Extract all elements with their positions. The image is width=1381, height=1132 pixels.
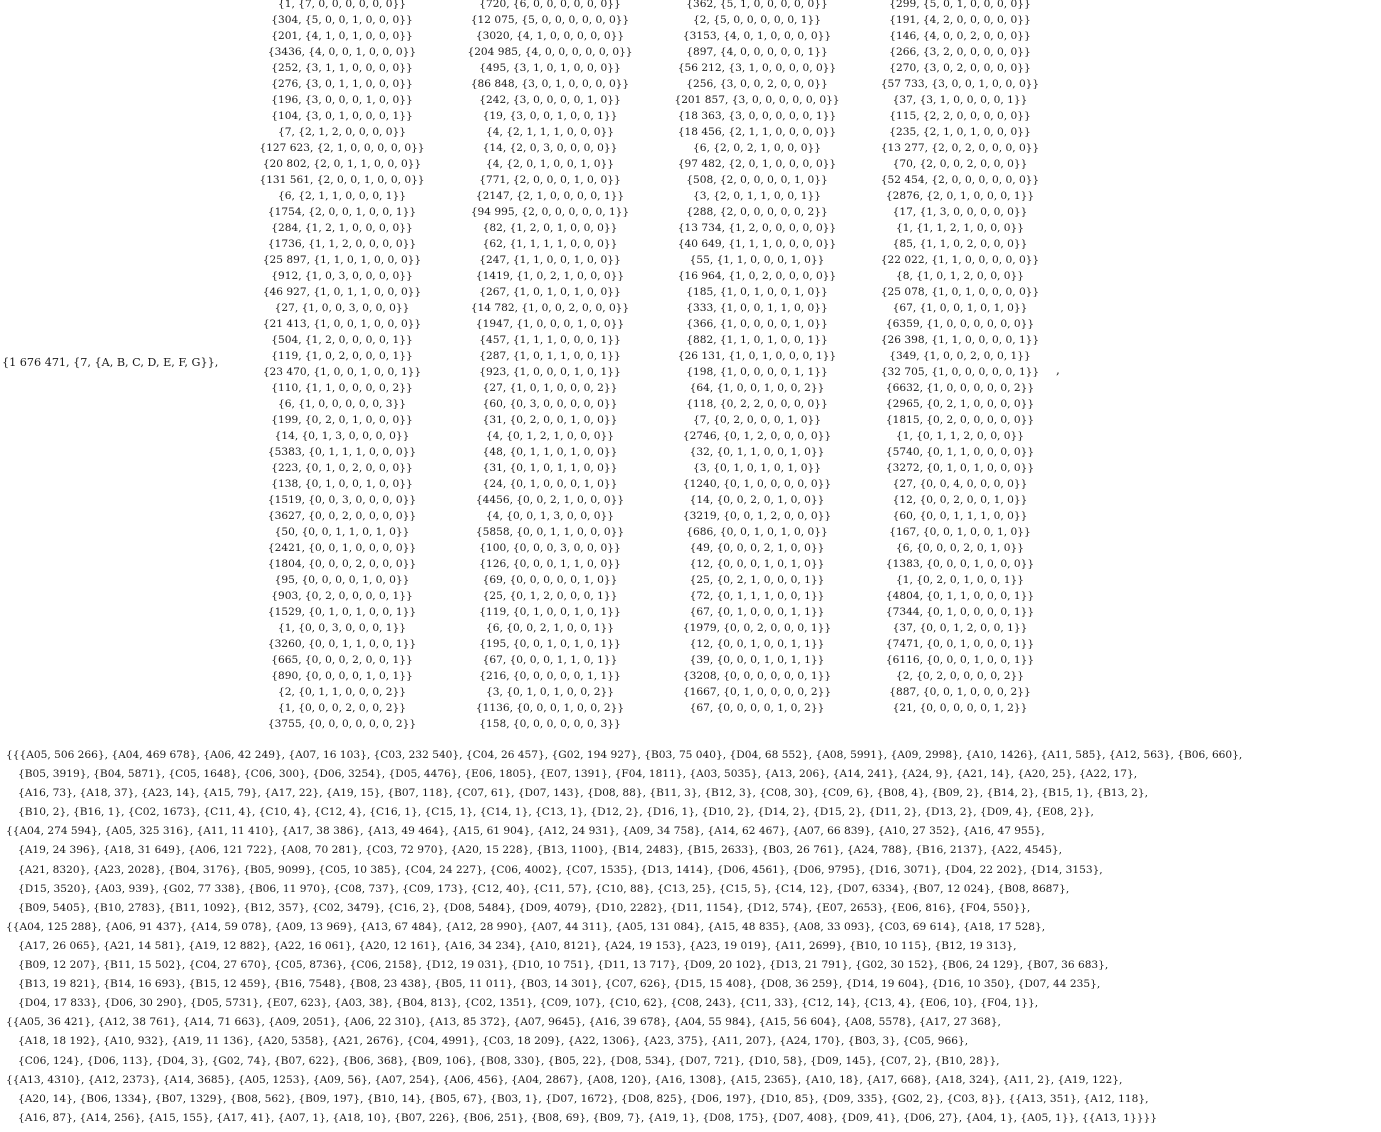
table-cell: {349, {1, 0, 0, 2, 0, 0, 1}} (889, 350, 1031, 362)
table-cell: {191, {4, 2, 0, 0, 0, 0, 0}} (889, 14, 1031, 26)
table-cell: {3627, {0, 0, 2, 0, 0, 0, 0}} (267, 510, 417, 522)
table-cell: {276, {3, 0, 1, 1, 0, 0, 0}} (271, 78, 413, 90)
output-line: {D15, 3520}, {A03, 939}, {G02, 77 338}, {B06, 11 970}, {C08, 737}, {C09, 173}, {C12, 40}, {C11, 57}, {C10, 88}, {C13, 25}, {C15, 5}, {C14, 12}, {D07, 6334}, {B07, 12 024}, {B08, 8687}, (18, 882, 1070, 895)
table-cell: {67, {0, 0, 0, 1, 1, 0, 1}} (482, 654, 618, 666)
table-cell: {2, {5, 0, 0, 0, 0, 0, 1}} (692, 14, 822, 26)
table-cell: {26 131, {1, 0, 1, 0, 0, 0, 1}} (677, 350, 837, 362)
table-cell: {67, {1, 0, 0, 1, 0, 1, 0}} (892, 302, 1028, 314)
table-cell: {1979, {0, 0, 2, 0, 0, 0, 1}} (682, 622, 832, 634)
table-cell: {508, {2, 0, 0, 0, 0, 1, 0}} (686, 174, 828, 186)
table-cell: {119, {1, 0, 2, 0, 0, 0, 1}} (271, 350, 413, 362)
output-line: {B10, 2}, {B16, 1}, {C02, 1673}, {C11, 4}, {C10, 4}, {C12, 4}, {C16, 1}, {C15, 1}, {C14, 1}, {C13, 1}, {D12, 2}, {D16, 1}, {D10, 2}, {D14, 2}, {D15, 2}, {D11, 2}, {D13, 2}, {D09, 4}, {E08, 2}}, (18, 806, 1094, 819)
table-cell: {86 848, {3, 0, 1, 0, 0, 0, 0}} (470, 78, 630, 90)
table-cell: {2421, {0, 0, 1, 0, 0, 0, 0}} (267, 542, 417, 554)
table-cell: {4, {2, 0, 1, 0, 0, 1, 0}} (485, 158, 615, 170)
table-cell: {6, {0, 0, 2, 1, 0, 0, 1}} (485, 622, 615, 634)
table-cell: {8, {1, 0, 1, 2, 0, 0, 0}} (895, 270, 1025, 282)
table-cell: {60, {0, 3, 0, 0, 0, 0, 0}} (482, 398, 618, 410)
table-cell: {56 212, {3, 1, 0, 0, 0, 0, 0}} (677, 62, 837, 74)
table-cell: {110, {1, 1, 0, 0, 0, 0, 2}} (271, 382, 413, 394)
table-cell: {85, {1, 1, 0, 2, 0, 0, 0}} (892, 238, 1028, 250)
table-cell: {284, {1, 2, 1, 0, 0, 0, 0}} (271, 222, 413, 234)
table-cell: {127 623, {2, 1, 0, 0, 0, 0, 0}} (259, 142, 425, 154)
table-cell: {247, {1, 1, 0, 0, 1, 0, 0}} (479, 254, 621, 266)
table-cell: {1419, {1, 0, 2, 1, 0, 0, 0}} (475, 270, 625, 282)
table-cell: {201, {4, 1, 0, 1, 0, 0, 0}} (271, 30, 413, 42)
table-cell: {1519, {0, 0, 3, 0, 0, 0, 0}} (267, 494, 417, 506)
table-cell: {67, {0, 1, 0, 0, 0, 1, 1}} (689, 606, 825, 618)
table-cell: {2, {0, 2, 0, 0, 0, 0, 2}} (895, 670, 1025, 682)
table-cell: {201 857, {3, 0, 0, 0, 0, 0, 0}} (674, 94, 840, 106)
table-cell: {12, {0, 0, 2, 0, 0, 1, 0}} (892, 494, 1028, 506)
table-cell: {97 482, {2, 0, 1, 0, 0, 0, 0}} (677, 158, 837, 170)
table-cell: {665, {0, 0, 0, 2, 0, 0, 1}} (271, 654, 413, 666)
table-cell: {104, {3, 0, 1, 0, 0, 0, 1}} (271, 110, 413, 122)
table-cell: {1736, {1, 1, 2, 0, 0, 0, 0}} (267, 238, 417, 250)
table-cell: {3436, {4, 0, 0, 1, 0, 0, 0}} (267, 46, 417, 58)
table-cell: {12 075, {5, 0, 0, 0, 0, 0, 0}} (470, 14, 630, 26)
table-column-1 (242, 0, 442, 732)
table-cell: {266, {3, 2, 0, 0, 0, 0, 0}} (889, 46, 1031, 58)
table-cell: {195, {0, 0, 1, 0, 1, 0, 1}} (479, 638, 621, 650)
table-cell: {22 022, {1, 1, 0, 0, 0, 0, 0}} (880, 254, 1040, 266)
table-cell: {72, {0, 1, 1, 1, 0, 0, 1}} (689, 590, 825, 602)
table-cell: {252, {3, 1, 1, 0, 0, 0, 0}} (271, 62, 413, 74)
table-cell: {37, {3, 1, 0, 0, 0, 0, 1}} (892, 94, 1028, 106)
table-cell: {167, {0, 0, 1, 0, 0, 1, 0}} (889, 526, 1031, 538)
table-cell: {912, {1, 0, 3, 0, 0, 0, 0}} (271, 270, 413, 282)
table-cell: {304, {5, 0, 0, 1, 0, 0, 0}} (271, 14, 413, 26)
table-cell: {720, {6, 0, 0, 0, 0, 0, 0}} (479, 0, 621, 10)
table-column-3 (657, 0, 857, 716)
table-cell: {7, {0, 2, 0, 0, 0, 1, 0}} (692, 414, 822, 426)
table-cell: {4, {0, 1, 2, 1, 0, 0, 0}} (485, 430, 615, 442)
table-cell: {138, {0, 1, 0, 0, 1, 0, 0}} (271, 478, 413, 490)
table-cell: {5383, {0, 1, 1, 1, 0, 0, 0}} (267, 446, 417, 458)
table-cell: {3208, {0, 0, 0, 0, 0, 0, 1}} (682, 670, 832, 682)
table-cell: {897, {4, 0, 0, 0, 0, 0, 1}} (686, 46, 828, 58)
output-line: {{A04, 274 594}, {A05, 325 316}, {A11, 11 410}, {A17, 38 386}, {A13, 49 464}, {A15, 61 904}, {A12, 24 931}, {A09, 34 758}, {A14, 62 467}, {A07, 66 839}, {A10, 27 352}, {A16, 47 955}, (6, 825, 1045, 838)
table-cell: {3, {0, 1, 0, 1, 0, 0, 2}} (485, 686, 615, 698)
table-cell: {7, {2, 1, 2, 0, 0, 0, 0}} (277, 126, 407, 138)
table-cell: {14 782, {1, 0, 0, 2, 0, 0, 0}} (470, 302, 630, 314)
table-cell: {1, {0, 0, 0, 2, 0, 0, 2}} (277, 702, 407, 714)
table-cell: {2876, {2, 0, 1, 0, 0, 0, 1}} (885, 190, 1035, 202)
output-line: {C06, 124}, {D06, 113}, {D04, 3}, {G02, 74}, {B07, 622}, {B06, 368}, {B09, 106}, {B08, 330}, {B05, 22}, {D08, 534}, {D07, 721}, {D10, 58}, {D09, 145}, {C07, 2}, {B10, 28}}, (18, 1054, 1000, 1067)
output-line: {D04, 17 833}, {D06, 30 290}, {D05, 5731}, {E07, 623}, {A03, 38}, {B04, 813}, {C02, 1351}, {C09, 107}, {C10, 62}, {C08, 243}, {C11, 33}, {C12, 14}, {C13, 4}, {E06, 10}, {F04, 1}}, (18, 997, 1039, 1010)
table-cell: {158, {0, 0, 0, 0, 0, 0, 3}} (479, 718, 621, 730)
table-cell: {366, {1, 0, 0, 0, 0, 1, 0}} (686, 318, 828, 330)
table-cell: {3219, {0, 0, 1, 2, 0, 0, 0}} (682, 510, 832, 522)
table-cell: {70, {2, 0, 0, 2, 0, 0, 0}} (892, 158, 1028, 170)
table-column-4 (860, 0, 1060, 716)
table-cell: {1, {0, 2, 0, 1, 0, 0, 1}} (895, 574, 1025, 586)
output-line: {A16, 73}, {A18, 37}, {A23, 14}, {A15, 79}, {A17, 22}, {A19, 15}, {B07, 118}, {C07, 61}, {D07, 143}, {D08, 88}, {B11, 3}, {B12, 3}, {C08, 30}, {C09, 6}, {B08, 4}, {B09, 2}, {B14, 2}, {B15, 1}, {B13, 2}, (18, 787, 1148, 800)
output-line: {{A05, 36 421}, {A12, 38 761}, {A14, 71 663}, {A09, 2051}, {A06, 22 310}, {A13, 85 372}, {A07, 9645}, {A16, 39 678}, {A04, 55 984}, {A15, 56 604}, {A08, 5578}, {A17, 27 368}, (6, 1016, 1001, 1029)
table-cell: {146, {4, 0, 0, 2, 0, 0, 0}} (889, 30, 1031, 42)
table-cell: {2147, {2, 1, 0, 0, 0, 0, 1}} (475, 190, 625, 202)
table-cell: {923, {1, 0, 0, 0, 1, 0, 1}} (479, 366, 621, 378)
table-cell: {288, {2, 0, 0, 0, 0, 0, 2}} (686, 206, 828, 218)
table-cell: {7471, {0, 0, 1, 0, 0, 0, 1}} (885, 638, 1035, 650)
table-cell: {12, {0, 0, 1, 0, 0, 1, 1}} (689, 638, 825, 650)
table-cell: {1240, {0, 1, 0, 0, 0, 0, 0}} (682, 478, 832, 490)
table-cell: {19, {3, 0, 0, 1, 0, 0, 1}} (482, 110, 618, 122)
table-cell: {67, {0, 0, 0, 0, 1, 0, 2}} (689, 702, 825, 714)
table-cell: {49, {0, 0, 0, 2, 1, 0, 0}} (689, 542, 825, 554)
table-cell: {95, {0, 0, 0, 0, 1, 0, 0}} (274, 574, 410, 586)
table-cell: {27, {1, 0, 1, 0, 0, 0, 2}} (482, 382, 618, 394)
table-cell: {31, {0, 2, 0, 0, 1, 0, 0}} (482, 414, 618, 426)
table-cell: {199, {0, 2, 0, 1, 0, 0, 0}} (271, 414, 413, 426)
table-cell: {771, {2, 0, 0, 0, 1, 0, 0}} (479, 174, 621, 186)
table-cell: {40 649, {1, 1, 1, 0, 0, 0, 0}} (677, 238, 837, 250)
table-cell: {7344, {0, 1, 0, 0, 0, 0, 1}} (885, 606, 1035, 618)
table-cell: {50, {0, 0, 1, 1, 0, 1, 0}} (274, 526, 410, 538)
table-cell: {55, {1, 1, 0, 0, 0, 1, 0}} (689, 254, 825, 266)
table-cell: {216, {0, 0, 0, 0, 0, 1, 1}} (479, 670, 621, 682)
table-cell: {2, {0, 1, 1, 0, 0, 0, 2}} (277, 686, 407, 698)
table-cell: {126, {0, 0, 0, 1, 1, 0, 0}} (479, 558, 621, 570)
output-line: {{A04, 125 288}, {A06, 91 437}, {A14, 59 078}, {A09, 13 969}, {A13, 67 484}, {A12, 28 990}, {A07, 44 311}, {A05, 131 084}, {A15, 48 835}, {A08, 33 093}, {C03, 69 614}, {A18, 17 528}, (6, 920, 1046, 933)
output-line: {A19, 24 396}, {A18, 31 649}, {A06, 121 722}, {A08, 70 281}, {C03, 72 970}, {A20, 15 228}, {B13, 1100}, {B14, 2483}, {B15, 2633}, {B03, 26 761}, {A24, 788}, {B16, 2137}, {A22, 4545}, (18, 844, 1063, 857)
table-cell: {1, {0, 1, 1, 2, 0, 0, 0}} (895, 430, 1025, 442)
table-cell: {287, {1, 0, 1, 1, 0, 0, 1}} (479, 350, 621, 362)
trailing-comma: , (1056, 363, 1060, 377)
table-cell: {32 705, {1, 0, 0, 0, 0, 0, 1}} (880, 366, 1040, 378)
table-cell: {25 078, {1, 0, 1, 0, 0, 0, 0}} (880, 286, 1040, 298)
output-line: {A20, 14}, {B06, 1334}, {B07, 1329}, {B08, 562}, {B09, 197}, {B10, 14}, {B05, 67}, {B03, 1}, {D07, 1672}, {D08, 825}, {D06, 197}, {D10, 85}, {D09, 335}, {G02, 2}, {C03, 8}}, {{A13, 351}, {A12, 118}, (18, 1092, 1149, 1105)
output-line: {B13, 19 821}, {B14, 16 693}, {B15, 12 459}, {B16, 7548}, {B08, 23 438}, {B05, 11 011}, {B03, 14 301}, {C07, 626}, {D15, 15 408}, {D08, 36 259}, {D14, 19 604}, {D16, 10 350}, {D07, 44 235}, (18, 978, 1101, 991)
table-cell: {57 733, {3, 0, 0, 1, 0, 0, 0}} (880, 78, 1040, 90)
table-cell: {1804, {0, 0, 0, 2, 0, 0, 0}} (267, 558, 417, 570)
table-cell: {903, {0, 2, 0, 0, 0, 0, 1}} (271, 590, 413, 602)
table-cell: {1136, {0, 0, 0, 1, 0, 0, 2}} (475, 702, 625, 714)
table-cell: {37, {0, 0, 1, 2, 0, 0, 1}} (892, 622, 1028, 634)
table-cell: {1667, {0, 1, 0, 0, 0, 0, 2}} (682, 686, 832, 698)
table-column-2 (450, 0, 650, 732)
table-cell: {20 802, {2, 0, 1, 1, 0, 0, 0}} (262, 158, 422, 170)
table-cell: {242, {3, 0, 0, 0, 0, 1, 0}} (479, 94, 621, 106)
table-cell: {1, {0, 0, 3, 0, 0, 0, 1}} (277, 622, 407, 634)
table-cell: {686, {0, 0, 1, 0, 1, 0, 0}} (686, 526, 828, 538)
table-cell: {1383, {0, 0, 0, 1, 0, 0, 0}} (885, 558, 1035, 570)
table-cell: {16 964, {1, 0, 2, 0, 0, 0, 0}} (677, 270, 837, 282)
table-cell: {196, {3, 0, 0, 0, 1, 0, 0}} (271, 94, 413, 106)
output-line: {B09, 5405}, {B10, 2783}, {B11, 1092}, {B12, 357}, {C02, 3479}, {C16, 2}, {D08, 5484}, {D09, 4079}, {D10, 2282}, {D11, 1154}, {D12, 574}, {E07, 2653}, {E06, 816}, {F04, 550}}, (18, 901, 1031, 914)
output-line: {A16, 87}, {A14, 256}, {A15, 155}, {A17, 41}, {A07, 1}, {A18, 10}, {B07, 226}, {B06, 251}, {B08, 69}, {B09, 7}, {A19, 1}, {D08, 175}, {D07, 408}, {D09, 41}, {D06, 27}, {A04, 1}, {A05, 1}}, {{A13, 1}}}} (18, 1111, 1157, 1124)
table-cell: {14, {0, 0, 2, 0, 1, 0, 0}} (689, 494, 825, 506)
table-cell: {24, {0, 1, 0, 0, 0, 1, 0}} (482, 478, 618, 490)
table-cell: {5858, {0, 0, 1, 1, 0, 0, 0}} (475, 526, 625, 538)
table-cell: {504, {1, 2, 0, 0, 0, 0, 1}} (271, 334, 413, 346)
table-cell: {4, {2, 1, 1, 1, 0, 0, 0}} (485, 126, 615, 138)
table-cell: {6, {2, 0, 2, 1, 0, 0, 0}} (692, 142, 822, 154)
leading-expression: {1 676 471, {7, {A, B, C, D, E, F, G}}, (2, 356, 219, 369)
table-cell: {13 734, {1, 2, 0, 0, 0, 0, 0}} (677, 222, 837, 234)
table-cell: {185, {1, 0, 1, 0, 0, 1, 0}} (686, 286, 828, 298)
table-cell: {25, {0, 1, 2, 0, 0, 0, 1}} (482, 590, 618, 602)
table-cell: {267, {1, 0, 1, 0, 1, 0, 0}} (479, 286, 621, 298)
table-cell: {119, {0, 1, 0, 0, 1, 0, 1}} (479, 606, 621, 618)
table-cell: {2965, {0, 2, 1, 0, 0, 0, 0}} (885, 398, 1035, 410)
table-cell: {270, {3, 0, 2, 0, 0, 0, 0}} (889, 62, 1031, 74)
table-cell: {6359, {1, 0, 0, 0, 0, 0, 0}} (885, 318, 1035, 330)
table-cell: {13 277, {2, 0, 2, 0, 0, 0, 0}} (880, 142, 1040, 154)
table-cell: {27, {1, 0, 0, 3, 0, 0, 0}} (274, 302, 410, 314)
output-line: {A21, 8320}, {A23, 2028}, {B04, 3176}, {B05, 9099}, {C05, 10 385}, {C04, 24 227}, {C06, 4002}, {C07, 1535}, {D13, 1414}, {D06, 4561}, {D06, 9795}, {D16, 3071}, {D04, 22 202}, {D14, 3153}, (18, 863, 1103, 876)
table-cell: {3020, {4, 1, 0, 0, 0, 0, 0}} (475, 30, 625, 42)
table-cell: {25, {0, 2, 1, 0, 0, 0, 1}} (689, 574, 825, 586)
table-cell: {256, {3, 0, 0, 2, 0, 0, 0}} (686, 78, 828, 90)
table-cell: {4456, {0, 0, 2, 1, 0, 0, 0}} (475, 494, 625, 506)
table-cell: {3755, {0, 0, 0, 0, 0, 0, 2}} (267, 718, 417, 730)
table-cell: {1754, {2, 0, 0, 1, 0, 0, 1}} (267, 206, 417, 218)
output-line: {{{A05, 506 266}, {A04, 469 678}, {A06, 42 249}, {A07, 16 103}, {C03, 232 540}, {C04, 26 457}, {G02, 194 927}, {B03, 75 040}, {D04, 68 552}, {A08, 5991}, {A09, 2998}, {A10, 1426}, {A11, 585}, {A12, 563}, {B06, 660}, (6, 749, 1243, 761)
table-cell: {31, {0, 1, 0, 1, 1, 0, 0}} (482, 462, 618, 474)
table-cell: {6, {1, 0, 0, 0, 0, 0, 3}} (277, 398, 407, 410)
table-cell: {1815, {0, 2, 0, 0, 0, 0, 0}} (885, 414, 1035, 426)
table-cell: {62, {1, 1, 1, 1, 0, 0, 0}} (482, 238, 618, 250)
table-cell: {3272, {0, 1, 0, 1, 0, 0, 0}} (885, 462, 1035, 474)
table-cell: {21, {0, 0, 0, 0, 0, 1, 2}} (892, 702, 1028, 714)
output-line: {{A13, 4310}, {A12, 2373}, {A14, 3685}, {A05, 1253}, {A09, 56}, {A07, 254}, {A06, 456}, {A04, 2867}, {A08, 120}, {A16, 1308}, {A15, 2365}, {A10, 18}, {A17, 668}, {A18, 324}, {A11, 2}, {A19, 122}, (6, 1073, 1123, 1086)
table-cell: {457, {1, 1, 1, 0, 0, 0, 1}} (479, 334, 621, 346)
table-cell: {2746, {0, 1, 2, 0, 0, 0, 0}} (682, 430, 832, 442)
table-cell: {14, {0, 1, 3, 0, 0, 0, 0}} (274, 430, 410, 442)
output-line: {A18, 18 192}, {A10, 932}, {A19, 11 136}, {A20, 5358}, {A21, 2676}, {C04, 4991}, {C03, 18 209}, {A22, 1306}, {A23, 375}, {A11, 207}, {A24, 170}, {B03, 3}, {C05, 966}, (18, 1035, 969, 1048)
table-cell: {18 456, {2, 1, 1, 0, 0, 0, 0}} (677, 126, 837, 138)
table-cell: {46 927, {1, 0, 1, 1, 0, 0, 0}} (262, 286, 422, 298)
table-cell: {94 995, {2, 0, 0, 0, 0, 0, 1}} (470, 206, 630, 218)
table-cell: {6632, {1, 0, 0, 0, 0, 0, 2}} (885, 382, 1035, 394)
output-line: {A17, 26 065}, {A21, 14 581}, {A19, 12 882}, {A22, 16 061}, {A20, 12 161}, {A16, 34 234}, {A10, 8121}, {A24, 19 153}, {A23, 19 019}, {A11, 2699}, {B10, 10 115}, {B12, 19 313}, (18, 939, 1017, 952)
table-cell: {198, {1, 0, 0, 0, 0, 1, 1}} (686, 366, 828, 378)
table-cell: {32, {0, 1, 1, 0, 0, 1, 0}} (689, 446, 825, 458)
table-cell: {882, {1, 1, 0, 1, 0, 0, 1}} (686, 334, 828, 346)
table-cell: {27, {0, 0, 4, 0, 0, 0, 0}} (892, 478, 1028, 490)
table-cell: {3153, {4, 0, 1, 0, 0, 0, 0}} (682, 30, 832, 42)
table-cell: {14, {2, 0, 3, 0, 0, 0, 0}} (482, 142, 618, 154)
table-cell: {18 363, {3, 0, 0, 0, 0, 0, 1}} (677, 110, 837, 122)
table-cell: {3260, {0, 0, 1, 1, 0, 0, 1}} (267, 638, 417, 650)
table-cell: {131 561, {2, 0, 0, 1, 0, 0, 0}} (259, 174, 425, 186)
table-cell: {82, {1, 2, 0, 1, 0, 0, 0}} (482, 222, 618, 234)
table-cell: {5740, {0, 1, 1, 0, 0, 0, 0}} (885, 446, 1035, 458)
table-cell: {890, {0, 0, 0, 0, 1, 0, 1}} (271, 670, 413, 682)
table-cell: {48, {0, 1, 1, 0, 1, 0, 0}} (482, 446, 618, 458)
table-cell: {6, {0, 0, 0, 2, 0, 1, 0}} (895, 542, 1025, 554)
table-cell: {1947, {1, 0, 0, 0, 1, 0, 0}} (475, 318, 625, 330)
table-cell: {6, {2, 1, 1, 0, 0, 0, 1}} (277, 190, 407, 202)
table-cell: {52 454, {2, 0, 0, 0, 0, 0, 0}} (880, 174, 1040, 186)
table-cell: {887, {0, 0, 1, 0, 0, 0, 2}} (889, 686, 1031, 698)
table-cell: {4804, {0, 1, 1, 0, 0, 0, 1}} (885, 590, 1035, 602)
table-cell: {495, {3, 1, 0, 1, 0, 0, 0}} (479, 62, 621, 74)
table-cell: {21 413, {1, 0, 0, 1, 0, 0, 0}} (262, 318, 422, 330)
table-cell: {64, {1, 0, 0, 1, 0, 0, 2}} (689, 382, 825, 394)
output-line: {B05, 3919}, {B04, 5871}, {C05, 1648}, {C06, 300}, {D06, 3254}, {D05, 4476}, {E06, 1805}, {E07, 1391}, {F04, 1811}, {A03, 5035}, {A13, 206}, {A14, 241}, {A24, 9}, {A21, 14}, {A20, 25}, {A22, 17}, (18, 768, 1138, 781)
table-cell: {6116, {0, 0, 0, 1, 0, 0, 1}} (885, 654, 1035, 666)
table-cell: {60, {0, 0, 1, 1, 1, 0, 0}} (892, 510, 1028, 522)
table-cell: {299, {5, 0, 1, 0, 0, 0, 0}} (889, 0, 1031, 10)
table-cell: {1529, {0, 1, 0, 1, 0, 0, 1}} (267, 606, 417, 618)
table-cell: {235, {2, 1, 0, 1, 0, 0, 0}} (889, 126, 1031, 138)
table-cell: {333, {1, 0, 0, 1, 1, 0, 0}} (686, 302, 828, 314)
table-cell: {12, {0, 0, 0, 1, 0, 1, 0}} (689, 558, 825, 570)
table-cell: {3, {0, 1, 0, 1, 0, 1, 0}} (692, 462, 822, 474)
table-cell: {1, {1, 1, 2, 1, 0, 0, 0}} (895, 222, 1025, 234)
output-bottom-block (6, 746, 1376, 1128)
table-cell: {23 470, {1, 0, 0, 1, 0, 0, 1}} (262, 366, 422, 378)
table-cell: {204 985, {4, 0, 0, 0, 0, 0, 0}} (467, 46, 633, 58)
table-cell: {223, {0, 1, 0, 2, 0, 0, 0}} (271, 462, 413, 474)
table-cell: {26 398, {1, 1, 0, 0, 0, 0, 1}} (880, 334, 1040, 346)
table-cell: {3, {2, 0, 1, 1, 0, 0, 1}} (692, 190, 822, 202)
table-cell: {118, {0, 2, 2, 0, 0, 0, 0}} (686, 398, 828, 410)
table-cell: {4, {0, 0, 1, 3, 0, 0, 0}} (485, 510, 615, 522)
table-cell: {17, {1, 3, 0, 0, 0, 0, 0}} (892, 206, 1028, 218)
table-cell: {39, {0, 0, 0, 1, 0, 1, 1}} (689, 654, 825, 666)
table-cell: {1, {7, 0, 0, 0, 0, 0, 0}} (277, 0, 407, 10)
output-line: {B09, 12 207}, {B11, 15 502}, {C04, 27 670}, {C05, 8736}, {C06, 2158}, {D12, 19 031}, {D10, 10 751}, {D11, 13 717}, {D09, 20 102}, {D13, 21 791}, {G02, 30 152}, {B06, 24 129}, {B07, 36 683}, (18, 959, 1109, 972)
table-cell: {100, {0, 0, 0, 3, 0, 0, 0}} (479, 542, 621, 554)
table-cell: {25 897, {1, 1, 0, 1, 0, 0, 0}} (262, 254, 422, 266)
table-cell: {115, {2, 2, 0, 0, 0, 0, 0}} (889, 110, 1031, 122)
table-cell: {362, {5, 1, 0, 0, 0, 0, 0}} (686, 0, 828, 10)
table-cell: {69, {0, 0, 0, 0, 0, 1, 0}} (482, 574, 618, 586)
